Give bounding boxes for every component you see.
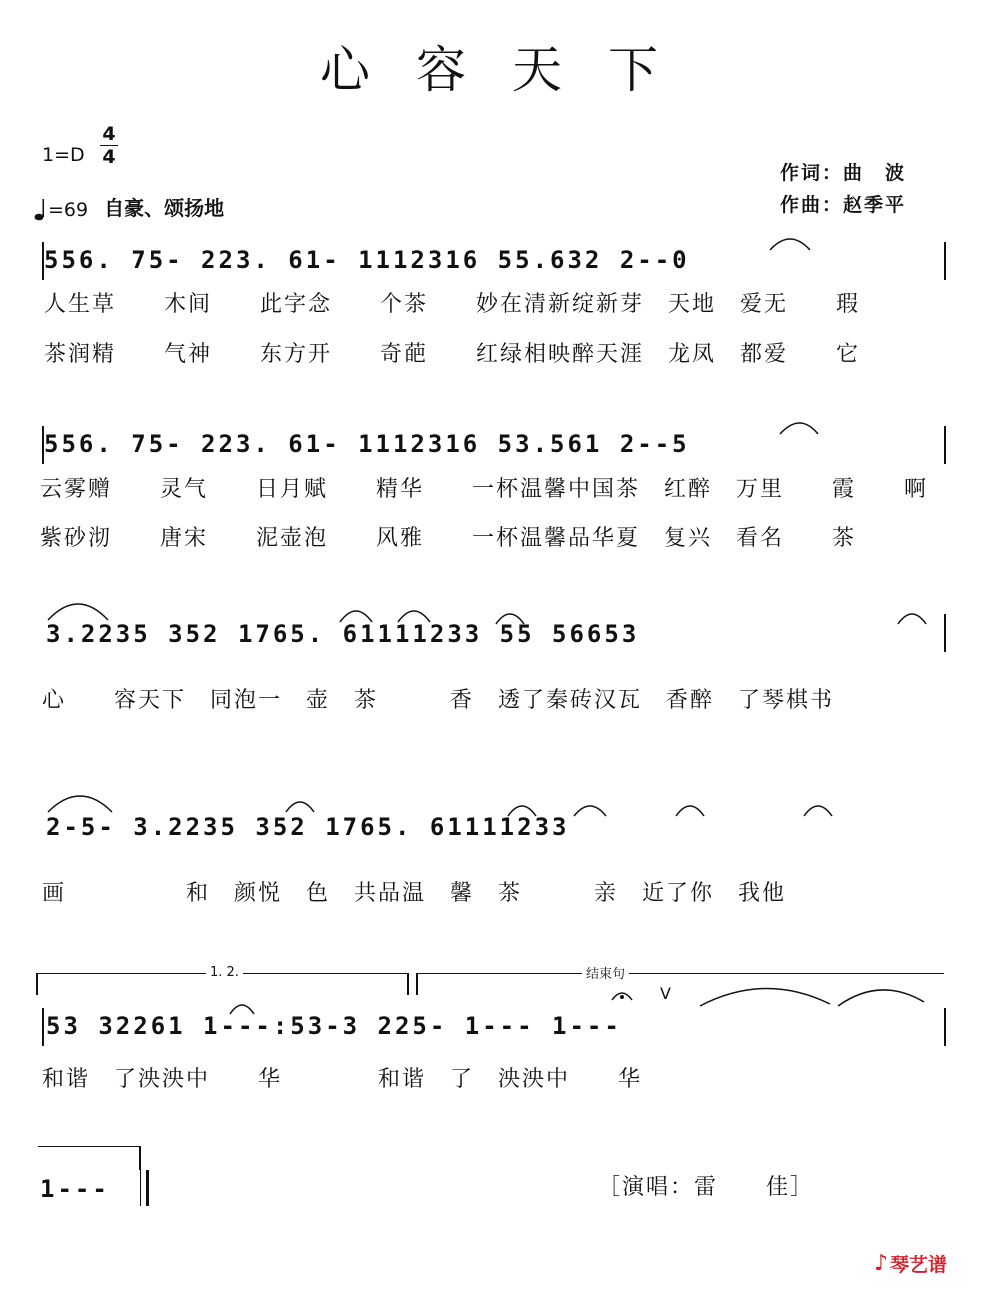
notation-row-5: 53 32261 1---:53-3 225- 1--- 1--- — [46, 1012, 622, 1040]
lyricist-credit: 作词：曲 波 — [780, 162, 907, 184]
slur-row3a — [48, 604, 108, 620]
slur-row4f — [804, 806, 832, 816]
slur-row3b — [340, 611, 372, 622]
slur-row5a — [230, 1005, 254, 1014]
singer-credit: ［演唱：雷 佳］ — [598, 1175, 815, 1200]
qinyipu-logo-icon: ♪ — [874, 1251, 889, 1276]
song-title: 心容天下 — [320, 41, 704, 99]
slur-row5c — [838, 990, 924, 1006]
notation-row-2: 556. 75- 223. 61- 1112316 53.561 2--5 — [44, 430, 690, 458]
lyric-row-1-verse-1: 人生草 木间 此字念 个茶 妙在清新绽新芽 天地 爱无 瑕 — [44, 292, 861, 317]
notation-row-3: 3.2235 352 1765. 61111233 55 56653 — [46, 620, 640, 648]
notation-row-4: 2-5- 3.2235 352 1765. 61111233 — [46, 813, 570, 841]
slur-row2 — [780, 423, 818, 434]
tempo-expression: 自豪、颂扬地 — [104, 196, 225, 220]
tempo-value: =69 — [48, 199, 89, 221]
notation-row-1: 556. 75- 223. 61- 1112316 55.632 2--0 — [44, 246, 690, 274]
lyric-row-5: 和谐 了泱泱中 华 和谐 了 泱泱中 华 — [42, 1067, 643, 1092]
composer-credit: 作曲：赵季平 — [780, 194, 907, 216]
lyric-row-1-verse-2: 茶润精 气神 东方开 奇葩 红绿相映醉天涯 龙凤 都爱 它 — [44, 342, 861, 367]
slur-row1 — [770, 239, 810, 250]
slur-row5b — [700, 988, 830, 1006]
slur-row3d — [496, 614, 524, 624]
volta-ending-label: 结束句 — [582, 963, 629, 982]
notation-row-6: 1--- — [40, 1175, 110, 1203]
key-signature: 1=D — [42, 144, 85, 166]
breath-mark: V — [660, 984, 671, 1003]
slur-row4c — [508, 806, 536, 816]
lyric-row-2-verse-2: 紫砂沏 唐宋 泥壶泡 风雅 一杯温馨品华夏 复兴 看名 茶 — [40, 526, 857, 551]
time-signature-top: 4 — [102, 123, 116, 145]
slur-row3c — [398, 611, 430, 622]
lyric-row-2-verse-1: 云雾赠 灵气 日月赋 精华 一杯温馨中国茶 红醉 万里 霞 啊 — [40, 477, 929, 502]
slur-row4b — [286, 802, 314, 812]
slur-row4d — [574, 806, 606, 816]
volta-first-ending-label: 1. 2. — [206, 965, 243, 980]
slur-row4e — [676, 806, 704, 816]
slur-row3e — [898, 614, 926, 624]
lyric-row-4: 画 和 颜悦 色 共品温 馨 茶 亲 近了你 我他 — [42, 881, 787, 906]
lyric-row-3: 心 容天下 同泡一 壶 茶 香 透了秦砖汉瓦 香醉 了琴棋书 — [42, 688, 835, 713]
slur-row4a — [48, 796, 112, 812]
time-signature-bottom: 4 — [102, 146, 116, 168]
watermark-text: 琴艺谱 — [890, 1254, 948, 1276]
